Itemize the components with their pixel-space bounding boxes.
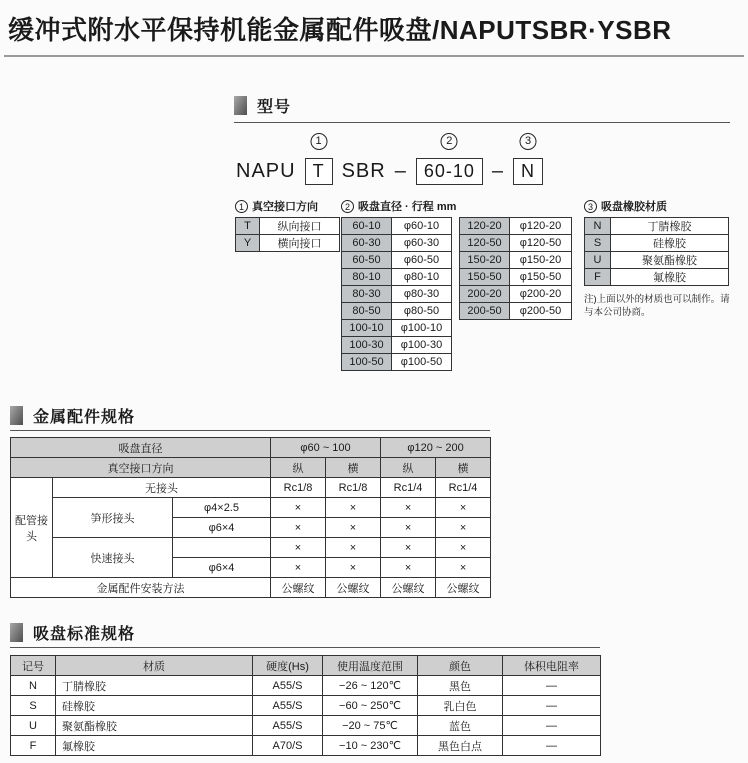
size-code-cell: 80-50 bbox=[342, 303, 392, 320]
hardness-cell: A55/S bbox=[253, 676, 323, 696]
table-row bbox=[460, 269, 572, 286]
circle-2-icon: 2 bbox=[341, 200, 354, 213]
size-label-cell: φ60-10 bbox=[392, 218, 452, 235]
temp-range-cell: −10 ~ 230℃ bbox=[323, 736, 418, 756]
port-code-box bbox=[305, 135, 333, 185]
temp-range-cell: −20 ~ 75℃ bbox=[323, 716, 418, 736]
size-code-cell: 150-20 bbox=[460, 252, 510, 269]
diameter-label-cell: 吸盘直径 bbox=[11, 438, 271, 458]
value-cell: × bbox=[436, 538, 491, 558]
table-row bbox=[342, 337, 452, 354]
rubber-material-table bbox=[584, 217, 729, 286]
fitting-section-title: 金属配件规格 bbox=[33, 409, 136, 426]
table-row bbox=[460, 303, 572, 320]
table-row bbox=[11, 478, 491, 498]
color-cell: 黑色 bbox=[418, 676, 503, 696]
size-code-cell: 100-50 bbox=[342, 354, 392, 371]
circle-1-icon: 1 bbox=[235, 200, 248, 213]
column-header: 记号 bbox=[11, 656, 56, 676]
model-dash-2: – bbox=[491, 160, 504, 182]
size-table-left bbox=[341, 217, 452, 371]
size-label-cell: φ80-30 bbox=[392, 286, 452, 303]
fitting-section-heading bbox=[10, 404, 135, 427]
value-cell: × bbox=[271, 538, 326, 558]
table-row bbox=[342, 286, 452, 303]
size-label-cell: φ100-10 bbox=[392, 320, 452, 337]
model-series: SBR bbox=[341, 160, 386, 182]
size-code-value: 60-10 bbox=[423, 161, 475, 181]
joint-spec-cell bbox=[173, 538, 271, 558]
port-direction-table bbox=[235, 217, 340, 252]
table-row bbox=[11, 716, 601, 736]
code-cell: S bbox=[11, 696, 56, 716]
size-code-cell: 150-50 bbox=[460, 269, 510, 286]
value-cell: × bbox=[326, 518, 381, 538]
model-section-heading bbox=[234, 94, 291, 117]
resistivity-cell: — bbox=[503, 716, 601, 736]
code-cell: F bbox=[11, 736, 56, 756]
material-code-box bbox=[513, 135, 543, 185]
pipe-joint-group-cell: 配管接头 bbox=[11, 478, 53, 578]
value-cell: × bbox=[381, 498, 436, 518]
value-cell: × bbox=[436, 498, 491, 518]
model-number-line bbox=[236, 135, 543, 185]
mount-label-cell: 金属配件安装方法 bbox=[11, 578, 271, 598]
circle-2-icon: 2 bbox=[441, 133, 458, 150]
table-row bbox=[342, 235, 452, 252]
port-code-value: T bbox=[312, 161, 325, 181]
size-label-cell: φ150-20 bbox=[510, 252, 572, 269]
direction-cell: 纵 bbox=[271, 458, 326, 478]
port-direction-title bbox=[235, 199, 340, 213]
circle-3-icon: 3 bbox=[520, 133, 537, 150]
column-header: 体积电阻率 bbox=[503, 656, 601, 676]
circle-3-icon: 3 bbox=[584, 200, 597, 213]
table-row bbox=[460, 286, 572, 303]
direction-cell: 横 bbox=[326, 458, 381, 478]
column-header: 使用温度范围 bbox=[323, 656, 418, 676]
table-row bbox=[236, 235, 340, 252]
size-code-cell: 120-50 bbox=[460, 235, 510, 252]
table-row bbox=[11, 498, 491, 518]
joint-type-cell: 无接头 bbox=[53, 478, 271, 498]
material-code-cell: F bbox=[585, 269, 611, 286]
material-cell: 硅橡胶 bbox=[56, 696, 253, 716]
joint-spec-cell: φ6×4 bbox=[173, 558, 271, 578]
pad-spec-table bbox=[10, 655, 601, 756]
material-label-cell: 硅橡胶 bbox=[611, 235, 729, 252]
direction-label-cell: 真空接口方向 bbox=[11, 458, 271, 478]
size-label-cell: φ120-20 bbox=[510, 218, 572, 235]
table-header-row bbox=[11, 656, 601, 676]
joint-spec-cell: φ6×4 bbox=[173, 518, 271, 538]
port-code-cell: T bbox=[236, 218, 260, 235]
table-row bbox=[460, 218, 572, 235]
rubber-material-title bbox=[584, 199, 730, 213]
table-row bbox=[585, 235, 729, 252]
size-code-cell: 60-10 bbox=[342, 218, 392, 235]
size-stroke-title bbox=[341, 199, 572, 213]
direction-cell: 横 bbox=[436, 458, 491, 478]
section-marker-icon bbox=[10, 623, 23, 642]
size-code-cell: 80-30 bbox=[342, 286, 392, 303]
value-cell: × bbox=[326, 538, 381, 558]
table-row bbox=[460, 235, 572, 252]
size-code-cell: 100-30 bbox=[342, 337, 392, 354]
model-dash-1: – bbox=[394, 160, 407, 182]
fitting-section-divider bbox=[10, 430, 490, 431]
value-cell: Rc1/8 bbox=[271, 478, 326, 498]
size-stroke-title-text: 吸盘直径 · 行程 mm bbox=[358, 201, 457, 213]
size-table-right bbox=[459, 217, 572, 320]
diameter-range-cell: φ60 ~ 100 bbox=[271, 438, 381, 458]
model-section-divider bbox=[234, 122, 730, 123]
title-divider bbox=[4, 55, 744, 57]
size-label-cell: φ200-50 bbox=[510, 303, 572, 320]
joint-type-cell: 笋形接头 bbox=[53, 498, 173, 538]
size-code-cell: 200-20 bbox=[460, 286, 510, 303]
code-cell: U bbox=[11, 716, 56, 736]
size-code-cell: 200-50 bbox=[460, 303, 510, 320]
table-row bbox=[342, 354, 452, 371]
column-header: 硬度(Hs) bbox=[253, 656, 323, 676]
model-section-title: 型号 bbox=[257, 99, 292, 116]
value-cell: × bbox=[436, 518, 491, 538]
table-row bbox=[342, 269, 452, 286]
pad-section-title: 吸盘标准规格 bbox=[33, 626, 136, 643]
model-prefix: NAPU bbox=[236, 160, 296, 182]
hardness-cell: A70/S bbox=[253, 736, 323, 756]
table-row bbox=[11, 736, 601, 756]
value-cell: × bbox=[271, 558, 326, 578]
value-cell: Rc1/8 bbox=[326, 478, 381, 498]
port-label-cell: 横向接口 bbox=[260, 235, 340, 252]
fitting-spec-table bbox=[10, 437, 491, 598]
pad-section-divider bbox=[10, 647, 600, 648]
size-label-cell: φ60-50 bbox=[392, 252, 452, 269]
material-label-cell: 氟橡胶 bbox=[611, 269, 729, 286]
table-row bbox=[342, 303, 452, 320]
size-label-cell: φ100-50 bbox=[392, 354, 452, 371]
color-cell: 乳白色 bbox=[418, 696, 503, 716]
size-label-cell: φ80-50 bbox=[392, 303, 452, 320]
size-code-cell: 60-30 bbox=[342, 235, 392, 252]
temp-range-cell: −60 ~ 250℃ bbox=[323, 696, 418, 716]
port-direction-title-text: 真空接口方向 bbox=[252, 201, 318, 213]
table-row bbox=[585, 218, 729, 235]
material-code-cell: N bbox=[585, 218, 611, 235]
table-row bbox=[11, 578, 491, 598]
value-cell: × bbox=[381, 518, 436, 538]
material-code-value: N bbox=[521, 161, 535, 181]
circle-1-icon: 1 bbox=[310, 133, 327, 150]
value-cell: × bbox=[381, 538, 436, 558]
size-stroke-block bbox=[341, 199, 572, 371]
rubber-material-title-text: 吸盘橡胶材质 bbox=[601, 201, 667, 213]
value-cell: 公螺纹 bbox=[436, 578, 491, 598]
joint-type-cell: 快速接头 bbox=[53, 538, 173, 578]
table-row bbox=[342, 252, 452, 269]
section-marker-icon bbox=[10, 406, 23, 425]
table-row bbox=[585, 269, 729, 286]
material-cell: 丁腈橡胶 bbox=[56, 676, 253, 696]
table-row bbox=[236, 218, 340, 235]
code-cell: N bbox=[11, 676, 56, 696]
size-label-cell: φ100-30 bbox=[392, 337, 452, 354]
table-row bbox=[460, 252, 572, 269]
port-label-cell: 纵向接口 bbox=[260, 218, 340, 235]
color-cell: 黑色白点 bbox=[418, 736, 503, 756]
size-code-cell: 80-10 bbox=[342, 269, 392, 286]
table-row bbox=[11, 676, 601, 696]
table-row bbox=[342, 218, 452, 235]
material-code-cell: U bbox=[585, 252, 611, 269]
hardness-cell: A55/S bbox=[253, 696, 323, 716]
value-cell: × bbox=[271, 518, 326, 538]
size-code-cell: 100-10 bbox=[342, 320, 392, 337]
table-row bbox=[11, 696, 601, 716]
value-cell: × bbox=[271, 498, 326, 518]
port-direction-block bbox=[235, 199, 340, 252]
temp-range-cell: −26 ~ 120℃ bbox=[323, 676, 418, 696]
value-cell: × bbox=[326, 558, 381, 578]
material-cell: 聚氨酯橡胶 bbox=[56, 716, 253, 736]
material-code-cell: S bbox=[585, 235, 611, 252]
value-cell: Rc1/4 bbox=[381, 478, 436, 498]
value-cell: × bbox=[436, 558, 491, 578]
direction-cell: 纵 bbox=[381, 458, 436, 478]
size-label-cell: φ120-50 bbox=[510, 235, 572, 252]
material-label-cell: 聚氨酯橡胶 bbox=[611, 252, 729, 269]
value-cell: 公螺纹 bbox=[271, 578, 326, 598]
resistivity-cell: — bbox=[503, 736, 601, 756]
hardness-cell: A55/S bbox=[253, 716, 323, 736]
resistivity-cell: — bbox=[503, 696, 601, 716]
value-cell: 公螺纹 bbox=[381, 578, 436, 598]
port-code-cell: Y bbox=[236, 235, 260, 252]
value-cell: 公螺纹 bbox=[326, 578, 381, 598]
column-header: 颜色 bbox=[418, 656, 503, 676]
size-code-cell: 60-50 bbox=[342, 252, 392, 269]
resistivity-cell: — bbox=[503, 676, 601, 696]
section-marker-icon bbox=[234, 96, 247, 115]
size-label-cell: φ150-50 bbox=[510, 269, 572, 286]
size-label-cell: φ60-30 bbox=[392, 235, 452, 252]
joint-spec-cell: φ4×2.5 bbox=[173, 498, 271, 518]
size-label-cell: φ200-20 bbox=[510, 286, 572, 303]
value-cell: × bbox=[381, 558, 436, 578]
table-row bbox=[585, 252, 729, 269]
diameter-range-cell: φ120 ~ 200 bbox=[381, 438, 491, 458]
table-row bbox=[11, 438, 491, 458]
column-header: 材质 bbox=[56, 656, 253, 676]
table-row bbox=[11, 538, 491, 558]
color-cell: 蓝色 bbox=[418, 716, 503, 736]
value-cell: × bbox=[326, 498, 381, 518]
material-note: 注)上面以外的材质也可以制作。请与本公司协商。 bbox=[584, 294, 730, 319]
size-tables-pair bbox=[341, 217, 572, 371]
material-cell: 氟橡胶 bbox=[56, 736, 253, 756]
page-title: 缓冲式附水平保持机能金属配件吸盘/NAPUTSBR·YSBR bbox=[8, 15, 672, 45]
rubber-material-block bbox=[584, 199, 730, 320]
size-code-cell: 120-20 bbox=[460, 218, 510, 235]
size-label-cell: φ80-10 bbox=[392, 269, 452, 286]
material-label-cell: 丁腈橡胶 bbox=[611, 218, 729, 235]
table-row bbox=[11, 458, 491, 478]
value-cell: Rc1/4 bbox=[436, 478, 491, 498]
table-row bbox=[342, 320, 452, 337]
size-code-box bbox=[416, 135, 483, 185]
pad-section-heading bbox=[10, 621, 135, 644]
